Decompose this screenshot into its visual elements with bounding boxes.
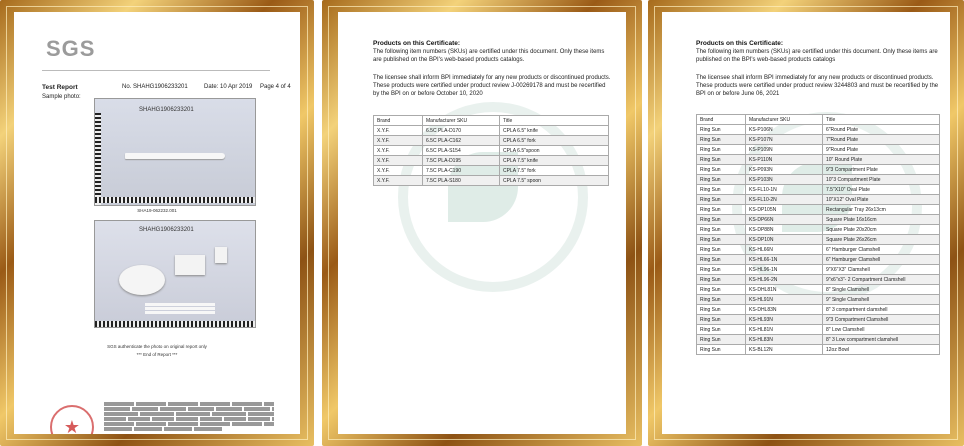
cutlery-image bbox=[145, 303, 215, 306]
cell-sku: KS-HL66N bbox=[746, 245, 823, 255]
cell-brand: Ring Sun bbox=[697, 195, 746, 205]
table-row bbox=[697, 265, 940, 275]
cell-sku: KS-HL96-1N bbox=[746, 265, 823, 275]
ruler bbox=[95, 321, 255, 327]
cell-brand: Ring Sun bbox=[697, 145, 746, 155]
cell-sku: KS-FL10-1N bbox=[746, 185, 823, 195]
cell-brand: X.Y.F. bbox=[374, 126, 423, 136]
cell-brand: Ring Sun bbox=[697, 235, 746, 245]
cell-brand: Ring Sun bbox=[697, 345, 746, 355]
clamshell-image bbox=[175, 255, 205, 275]
photo1-caption: SHA19-062232.001 bbox=[137, 208, 177, 213]
table-row bbox=[374, 146, 609, 156]
table-row bbox=[697, 125, 940, 135]
table-row bbox=[697, 275, 940, 285]
bpi-certificate-page-1 bbox=[338, 12, 626, 434]
report-date: Date: 10 Apr 2019 bbox=[204, 84, 253, 90]
cell-title: 10"3 Compartment Plate bbox=[823, 175, 940, 185]
table-row bbox=[697, 255, 940, 265]
cell-brand: Ring Sun bbox=[697, 335, 746, 345]
cell-brand: X.Y.F. bbox=[374, 146, 423, 156]
cell-title: 9"3 Compartment Clamshell bbox=[823, 315, 940, 325]
table-row bbox=[697, 285, 940, 295]
cell-sku: KS-P107N bbox=[746, 135, 823, 145]
cell-brand: X.Y.F. bbox=[374, 156, 423, 166]
knife-image bbox=[125, 153, 225, 159]
cell-brand: Ring Sun bbox=[697, 225, 746, 235]
cup-image bbox=[215, 247, 227, 263]
certification-stamp: ★ bbox=[50, 405, 94, 434]
cell-sku: KS-P109N bbox=[746, 145, 823, 155]
sku-table bbox=[373, 115, 609, 186]
cell-sku: KS-HL96-2N bbox=[746, 275, 823, 285]
cell-sku: 7.5C PLA-C190 bbox=[423, 166, 500, 176]
table-row bbox=[697, 335, 940, 345]
cell-sku: KS-DHL83N bbox=[746, 305, 823, 315]
table-row bbox=[697, 185, 940, 195]
table-row bbox=[697, 345, 940, 355]
cell-title: 9"3 Compartment Plate bbox=[823, 165, 940, 175]
photo2-id: SHAHG1906233201 bbox=[139, 227, 194, 233]
cell-title: CPLA 7.5" spoon bbox=[500, 176, 609, 186]
cell-sku: 7.5C PLA-D195 bbox=[423, 156, 500, 166]
col-brand: Brand bbox=[697, 115, 746, 125]
cell-title: 8" Single Clamshell bbox=[823, 285, 940, 295]
notice-text: The licensee shall inform BPI immediately for any new products or discontinued products. These products were certified under product review 3244803 and must be recertified by the BPI on or before June 06, 2021 bbox=[696, 75, 939, 97]
cell-title: 12oz Bowl bbox=[823, 345, 940, 355]
cell-title: Square Plate 20x20cm bbox=[823, 225, 940, 235]
cell-brand: Ring Sun bbox=[697, 285, 746, 295]
table-row bbox=[697, 135, 940, 145]
col-title: Title bbox=[823, 115, 940, 125]
cell-brand: Ring Sun bbox=[697, 295, 746, 305]
page-number: Page 4 of 4 bbox=[260, 84, 291, 90]
cell-sku: KS-HL66-1N bbox=[746, 255, 823, 265]
cell-brand: Ring Sun bbox=[697, 185, 746, 195]
cell-sku: 6.5C PLA-D170 bbox=[423, 126, 500, 136]
authenticate-note: SGS authenticate the photo on original report only bbox=[107, 344, 207, 349]
table-row bbox=[697, 315, 940, 325]
cell-title: CPLA 7.5" knife bbox=[500, 156, 609, 166]
cell-title: 10"X12" Oval Plate bbox=[823, 195, 940, 205]
cell-sku: KS-BL12N bbox=[746, 345, 823, 355]
table-row bbox=[697, 305, 940, 315]
sample-photo-label: Sample photo: bbox=[42, 94, 81, 100]
table-row bbox=[374, 176, 609, 186]
cell-brand: Ring Sun bbox=[697, 245, 746, 255]
cell-brand: Ring Sun bbox=[697, 265, 746, 275]
table-header bbox=[697, 115, 940, 125]
notice-text: The licensee shall inform BPI immediately for any new products or discontinued products. These products were certified under product review J-00269178 and must be recertified by the BPI on or before October 10, 2020 bbox=[373, 75, 611, 97]
table-row bbox=[697, 155, 940, 165]
cell-title: 6" Hamburger Clamshell bbox=[823, 245, 940, 255]
col-title: Title bbox=[500, 116, 609, 126]
cell-sku: KS-P103N bbox=[746, 175, 823, 185]
cell-sku: 6.5C PLA-C162 bbox=[423, 136, 500, 146]
cell-brand: Ring Sun bbox=[697, 325, 746, 335]
cell-sku: KS-DP66N bbox=[746, 215, 823, 225]
sample-photo-1 bbox=[94, 98, 256, 206]
photo1-id: SHAHG1906233201 bbox=[139, 107, 194, 113]
cell-brand: X.Y.F. bbox=[374, 136, 423, 146]
cell-brand: Ring Sun bbox=[697, 215, 746, 225]
col-sku: Manufacturer SKU bbox=[423, 116, 500, 126]
cell-title: 9" Single Clamshell bbox=[823, 295, 940, 305]
cell-sku: KS-DHL81N bbox=[746, 285, 823, 295]
cell-sku: KS-HL91N bbox=[746, 295, 823, 305]
cell-brand: Ring Sun bbox=[697, 205, 746, 215]
cell-title: 10" Round Plate bbox=[823, 155, 940, 165]
cell-title: 9"x6"x3"- 2 Compartment Clamshell bbox=[823, 275, 940, 285]
cell-title: CPLA 6.5" knife bbox=[500, 126, 609, 136]
cell-brand: Ring Sun bbox=[697, 305, 746, 315]
cell-title: CPLA 7.5" fork bbox=[500, 166, 609, 176]
cell-title: 8" 3 compartment clamshell bbox=[823, 305, 940, 315]
cell-title: 9"Round Plate bbox=[823, 145, 940, 155]
end-of-report: *** End of Report *** bbox=[136, 352, 178, 357]
sgs-report-page bbox=[14, 12, 300, 434]
divider bbox=[42, 70, 270, 71]
report-title: Test Report bbox=[42, 84, 78, 91]
cell-title: 7.5"X10" Oval Plate bbox=[823, 185, 940, 195]
table-row bbox=[697, 325, 940, 335]
bpi-certificate-page-2 bbox=[662, 12, 950, 434]
table-header bbox=[374, 116, 609, 126]
table-row bbox=[697, 195, 940, 205]
table-row bbox=[697, 175, 940, 185]
cell-brand: X.Y.F. bbox=[374, 176, 423, 186]
cell-brand: Ring Sun bbox=[697, 275, 746, 285]
cell-title: 8" 3 Low compartment clamshell bbox=[823, 335, 940, 345]
intro-text: The following item numbers (SKUs) are certified under this document. Only these items are published on the BPI's web-based products catalogs bbox=[696, 49, 938, 63]
table-row bbox=[697, 145, 940, 155]
table-row bbox=[697, 165, 940, 175]
cell-title: CPLA 6.5" fork bbox=[500, 136, 609, 146]
cell-sku: KS-DP88N bbox=[746, 225, 823, 235]
cell-sku: KS-P110N bbox=[746, 155, 823, 165]
cell-sku: KS-DP105N bbox=[746, 205, 823, 215]
cell-sku: KS-P106N bbox=[746, 125, 823, 135]
table-row bbox=[697, 225, 940, 235]
cell-brand: Ring Sun bbox=[697, 155, 746, 165]
cell-title: Square Plate 26x26cm bbox=[823, 235, 940, 245]
table-row bbox=[697, 205, 940, 215]
products-heading: Products on this Certificate: bbox=[696, 40, 784, 47]
table-row bbox=[697, 215, 940, 225]
table-row bbox=[374, 126, 609, 136]
cell-title: CPLA 6.5"spoon bbox=[500, 146, 609, 156]
intro-text: The following item numbers (SKUs) are certified under this document. Only these items are published on the BPI's web-based products catalogs. bbox=[373, 49, 605, 63]
table-row bbox=[697, 295, 940, 305]
cell-brand: Ring Sun bbox=[697, 165, 746, 175]
report-number: No. SHAHG1906233201 bbox=[122, 84, 188, 90]
ruler bbox=[95, 113, 101, 205]
cell-title: 7"Round Plate bbox=[823, 135, 940, 145]
table-row bbox=[697, 245, 940, 255]
table-row bbox=[374, 166, 609, 176]
table-row bbox=[697, 235, 940, 245]
cell-brand: Ring Sun bbox=[697, 135, 746, 145]
cell-title: Square Plate 16x16cm bbox=[823, 215, 940, 225]
col-sku: Manufacturer SKU bbox=[746, 115, 823, 125]
products-heading: Products on this Certificate: bbox=[373, 40, 461, 47]
cell-brand: Ring Sun bbox=[697, 255, 746, 265]
cell-sku: KS-HL93N bbox=[746, 315, 823, 325]
plate-image bbox=[119, 265, 165, 295]
sample-photo-2 bbox=[94, 220, 256, 328]
cell-brand: Ring Sun bbox=[697, 125, 746, 135]
table-row bbox=[374, 136, 609, 146]
cell-title: 6"Round Plate bbox=[823, 125, 940, 135]
cell-sku: KS-HL83N bbox=[746, 335, 823, 345]
ruler-bottom bbox=[95, 197, 255, 203]
cell-title: 9"X6"X3" Clamshell bbox=[823, 265, 940, 275]
cell-sku: KS-HL81N bbox=[746, 325, 823, 335]
cell-title: Rectangular Tray 26x13cm bbox=[823, 205, 940, 215]
cell-sku: KS-DP10N bbox=[746, 235, 823, 245]
cell-brand: X.Y.F. bbox=[374, 166, 423, 176]
cell-sku: 6.5C PLA-S154 bbox=[423, 146, 500, 156]
cell-title: 6" Hamburger Clamshell bbox=[823, 255, 940, 265]
sku-table bbox=[696, 114, 940, 355]
fine-print bbox=[104, 402, 274, 431]
sgs-logo: SGS bbox=[46, 36, 96, 61]
cell-sku: 7.5C PLA-S180 bbox=[423, 176, 500, 186]
col-brand: Brand bbox=[374, 116, 423, 126]
cell-sku: KS-P093N bbox=[746, 165, 823, 175]
cell-sku: KS-FL10-2N bbox=[746, 195, 823, 205]
cell-brand: Ring Sun bbox=[697, 175, 746, 185]
cell-title: 8" Low Clamshell bbox=[823, 325, 940, 335]
cell-brand: Ring Sun bbox=[697, 315, 746, 325]
table-row bbox=[374, 156, 609, 166]
